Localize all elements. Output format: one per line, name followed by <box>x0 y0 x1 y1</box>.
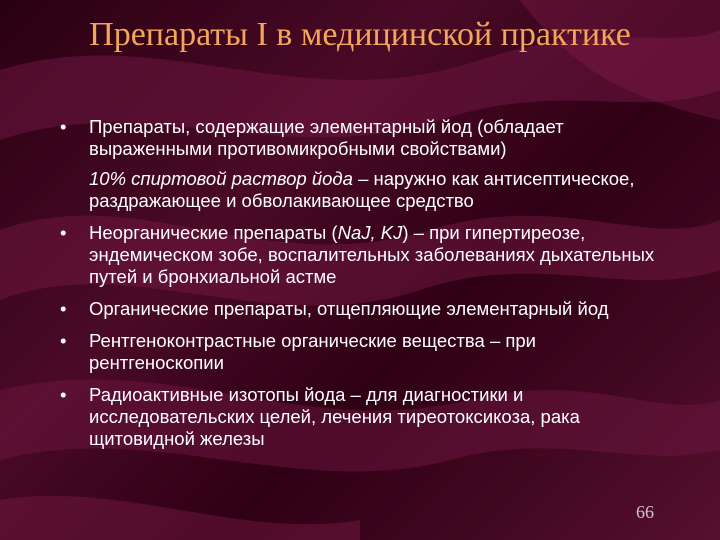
list-item <box>60 116 670 160</box>
list-item <box>60 384 670 450</box>
list-item-text-start: Неорганические препараты ( <box>89 222 338 243</box>
list-item-text: Органические препараты, отщепляющие элементарный йод <box>89 298 609 319</box>
sub-paragraph <box>60 168 670 212</box>
sub-paragraph-text: – наружно как антисептическое, раздражающее и обволакивающее средство <box>89 168 635 211</box>
bullet-icon: • <box>60 384 67 405</box>
list-item-text-end: ) – при гипертиреозе, эндемическом зобе, воспалительных заболеваниях дыхательных путей и бронхиальной астме <box>89 222 655 287</box>
page-number: 66 <box>636 502 654 522</box>
list-item <box>60 222 670 288</box>
list-item <box>60 298 670 320</box>
list-item-text: Рентгеноконтрастные органические вещества – при рентгеноскопии <box>89 330 537 373</box>
background-swoosh <box>0 496 360 540</box>
slide-title: Препараты I в медицинской практике <box>89 16 631 53</box>
bullet-icon: • <box>60 330 67 351</box>
list-item <box>60 330 670 374</box>
list-item-text: Радиоактивные изотопы йода – для диагностики и исследовательских целей, лечения тиреотоксикоза, рака щитовидной железы <box>89 384 580 449</box>
bullet-icon: • <box>60 222 67 243</box>
list-item-formula: NaJ, KJ <box>337 222 403 243</box>
slide-content <box>60 116 670 460</box>
list-item-text: Препараты, содержащие элементарный йод (обладает выраженными противомикробными свойствами) <box>89 116 564 159</box>
sub-paragraph-emphasis: 10% спиртовой раствор йода <box>89 168 353 189</box>
bullet-icon: • <box>60 298 67 319</box>
bullet-icon: • <box>60 116 67 137</box>
